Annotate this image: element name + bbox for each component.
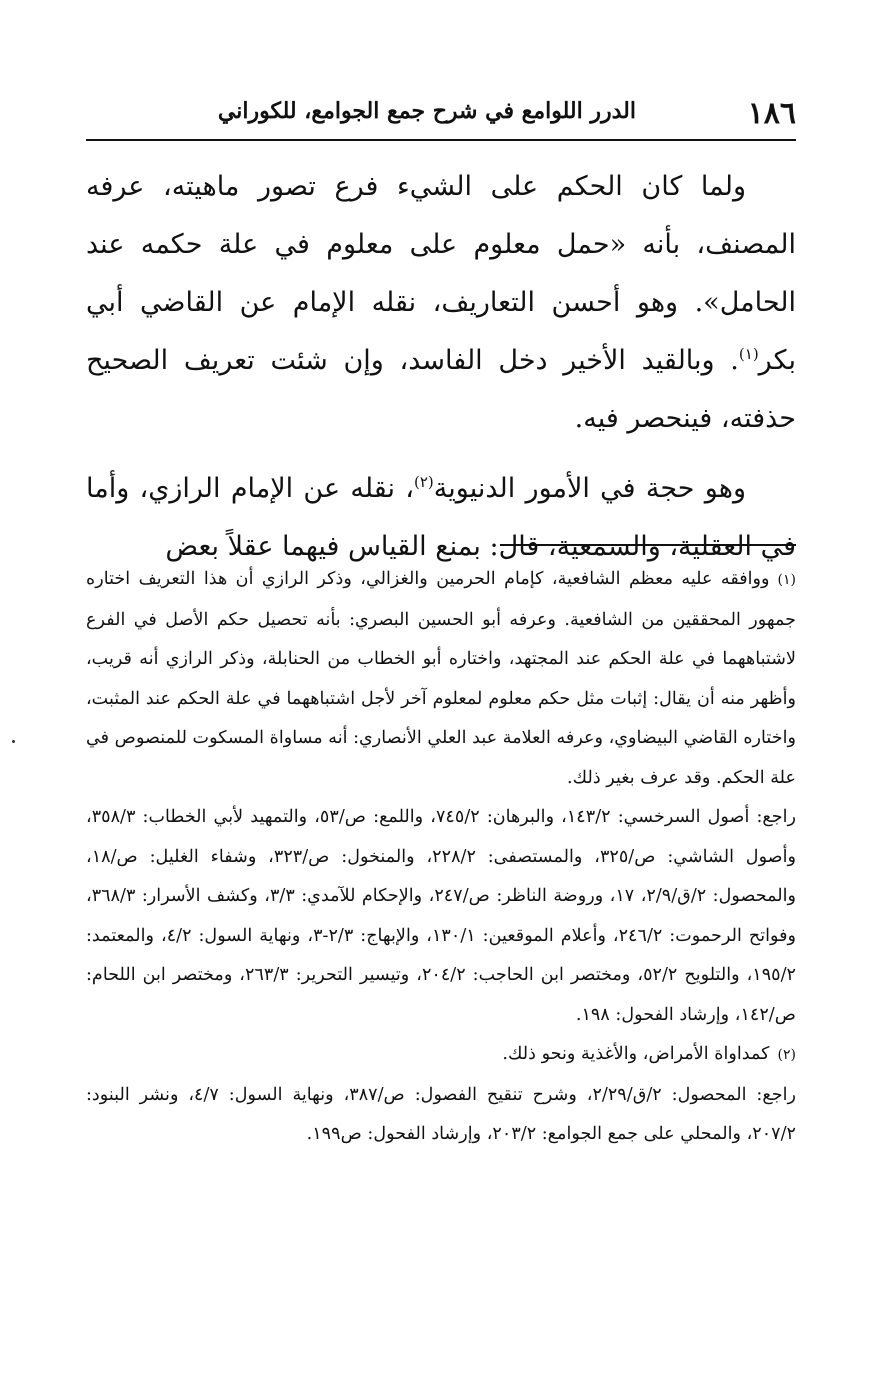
footnote-separator [500, 544, 796, 546]
header-rule [86, 139, 796, 141]
page-header [86, 92, 796, 132]
paragraph-1: ولما كان الحكم على الشيء فرع تصور ماهيته، عرفه المصنف، بأنه «حمل معلوم على معلوم في علة حكمه عند الحامل». وهو أحسن التعاريف، نقله الإمام عن القاضي أبي بكر$^{(١)}$. وبالقيد الأخير دخل الفاسد، وإن شئت تعريف الصحيح حذفته، فينحصر فيه. [86, 171, 796, 434]
running-title: الدرر اللوامع في شرح جمع الجوامع، للكوراني [217, 98, 636, 124]
footnote-ref-2[interactable]: (٢) [413, 473, 434, 491]
footnote-ref-1[interactable]: (١) [738, 345, 759, 363]
footnote-2-references: راجع: المحصول: ٢/ق/٢/٢٩، وشرح تنقيح الفصول: ص/٣٨٧، ونهاية السول: ٤/٧، ونشر البنود: ٢٠٧/٢، والمحلي على جمع الجوامع: ٢٠٣/٢، وإرشاد الفحول: ص١٩٩. [86, 1084, 796, 1144]
paragraph-2: وهو حجة في الأمور الدنيوية$^{(٢)}$، نقله عن الإمام الرازي، وأما في العقلية، والسمعية، قال: بمنع القياس فيهما عقلاً بعض [86, 473, 796, 562]
scan-speck [12, 740, 15, 743]
footnotes [86, 560, 796, 1155]
footnote-2: (٢)كمداواة الأمراض، والأغذية ونحو ذلك. [502, 1044, 796, 1064]
footnote-1-mark: (١) [777, 572, 796, 588]
footnote-1: (١)ووافقه عليه معظم الشافعية، كإمام الحرمين والغزالي، وذكر الرازي أن هذا التعريف اختاره جمهور المحققين من الشافعية. وعرفه أبو الحسين البصري: بأنه تحصيل حكم الأصل في الفرع لاشتباههما في علة الحكم عند المجتهد، واختاره أبو الخطاب من الحنابلة، وذكر الرازي أنه قريب، وأظهر منه أن يقال: إثبات مثل حكم معلوم لمعلوم آخر لأجل اشتباههما في علة الحكم عند المثبت، واختاره القاضي البيضاوي، وعرفه العلامة عبد العلي الأنصاري: أنه مساواة المسكوت للمنصوص في علة الحكم. وقد عرف بغير ذلك. [86, 569, 796, 788]
page-number: ١٨٦ [747, 96, 796, 131]
footnote-2-mark: (٢) [777, 1047, 796, 1063]
main-text [86, 158, 796, 576]
footnote-1-references: راجع: أصول السرخسي: ١٤٣/٢، والبرهان: ٧٤٥/٢، واللمع: ص/٥٣، والتمهيد لأبي الخطاب: ٣٥٨/٣، وأصول الشاشي: ص/٣٢٥، والمستصفى: ٢٢٨/٢، والمنخول: ص/٣٢٣، وشفاء الغليل: ص/١٨، والمحصول: ٢/ق/٢/٩، ١٧، وروضة الناظر: ص/٢٤٧، والإحكام للآمدي: ٣/٣، وكشف الأسرار: ٣٦٨/٣، وفواتح الرحموت: ٢٤٦/٢، وأعلام الموقعين: ١٣٠/١، والإبهاج: ٢/٣-٣، ونهاية السول: ٤/٢، والمعتمد: ١٩٥/٢، والتلويح ٥٢/٢، ومختصر ابن الحاجب: ٢٠٤/٢، وتيسير التحرير: ٢٦٣/٣، ومختصر ابن اللحام: ص/١٤٢، وإرشاد الفحول: ١٩٨. [86, 807, 797, 1025]
